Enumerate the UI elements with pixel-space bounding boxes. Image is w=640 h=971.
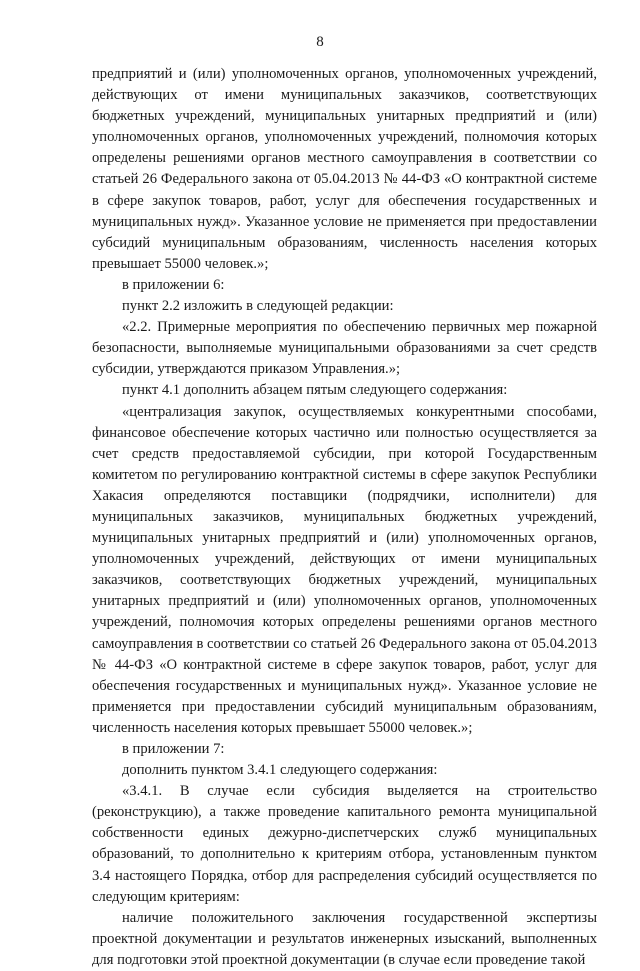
paragraph-item-2-2-text: «2.2. Примерные мероприятия по обеспечению первичных мер пожарной безопасности, выполняемые муниципальными образованиями за счет средств субсидии, утверждаются приказом Управления.»; xyxy=(92,319,597,378)
paragraph-item-4-1-text: «централизация закупок, осуществляемых конкурентными способами, финансовое обеспечение которых частично или полностью осуществляется за счет средств предоставляемой субсидии, при которой Государственным комитетом по регулированию контрактной системы в сфере закупок Республики Хакасия определяются поставщики (подрядчики, исполнители) для муниципальных заказчиков, муниципальных бюджетных учреждений, муниципальных унитарных предприятий и (или) уполномоченных органов, уполномоченных учреждений, действующих от имени муниципальных заказчиков, соответствующих бюджетных учреждений, муниципальных унитарных предприятий и (или) уполномоченных органов, уполномоченных учреждений, полномочия которых определены решениями органов местного самоуправления в соответствии со статьей 26 Федерального закона от 05.04.2013 № 44-ФЗ «О контрактной системе в сфере закупок товаров, работ, услуг для обеспечения государственных и муниципальных нужд». Указанное условие не применяется при предоставлении субсидий муниципальным образованиям, численность населения которых превышает 55000 человек.»; xyxy=(92,403,597,736)
paragraph-appendix-6: в приложении 6: xyxy=(122,276,225,293)
paragraph-item-4-1-instruction: пункт 4.1 дополнить абзацем пятым следующего содержания: xyxy=(122,382,508,399)
paragraph-item-2-2-instruction: пункт 2.2 изложить в следующей редакции: xyxy=(122,298,394,315)
paragraph-appendix-7: в приложении 7: xyxy=(122,741,225,757)
paragraph-continuation: предприятий и (или) уполномоченных органов, уполномоченных учреждений, действующих от имени муниципальных заказчиков, соответствующих бюджетных учреждений, муниципальных унитарных предприятий и (или) уполномоченных органов, уполномоченных учреждений, полномочия которых определены решениями органов местного самоуправления в соответствии со статьей 26 Федерального закона от 05.04.2013 № 44-ФЗ «О контрактной системе в сфере закупок товаров, работ, услуг для обеспечения государственных и муниципальных нужд». Указанное условие не применяется при предоставлении субсидий муниципальным образованиям, численность населения которых превышает 55000 человек.»; xyxy=(92,66,597,272)
page-number: 8 xyxy=(316,34,324,50)
paragraph-item-3-4-1-text: «3.4.1. В случае если субсидия выделяется на строительство (реконструкцию), а также проведение капитального ремонта муниципальной собственности единых дежурно-диспетчерских служб муниципальных образований, то дополнительно к критериям отбора, установленным пунктом 3.4 настоящего Порядка, отбор для распределения субсидий осуществляется по следующим критериям: xyxy=(92,783,597,905)
document-body xyxy=(92,64,597,971)
paragraph-criteria: наличие положительного заключения государственной экспертизы проектной документации и результатов инженерных изысканий, выполненных для подготовки этой проектной документации (в случае если проведение такой xyxy=(92,909,597,968)
paragraph-item-3-4-1-instruction: дополнить пунктом 3.4.1 следующего содержания: xyxy=(122,762,438,779)
